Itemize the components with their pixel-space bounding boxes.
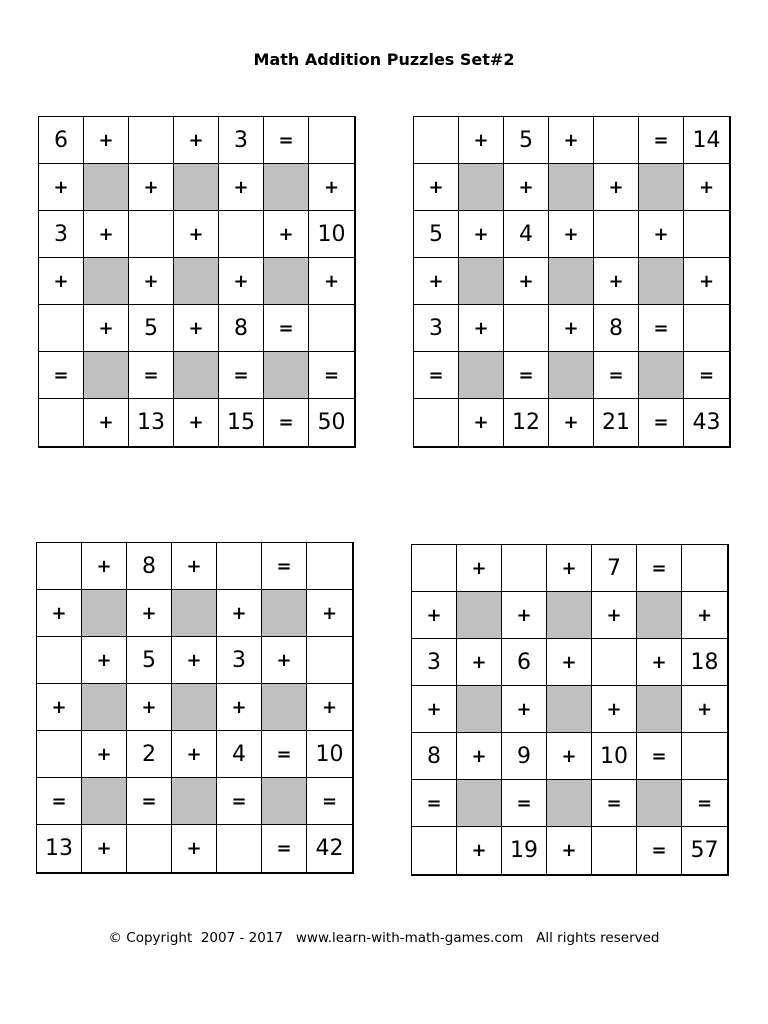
plus-sign: + [217, 684, 262, 731]
number-cell: 5 [129, 305, 174, 352]
equals-sign: = [129, 352, 174, 399]
equals-sign: = [682, 780, 727, 827]
plus-sign: + [459, 211, 504, 258]
blank-answer-cell[interactable] [592, 827, 637, 874]
shaded-cell [84, 258, 129, 305]
number-cell: 8 [412, 733, 457, 780]
plus-sign: + [84, 399, 129, 446]
equals-sign: = [37, 778, 82, 825]
blank-answer-cell[interactable] [414, 117, 459, 164]
plus-sign: + [39, 164, 84, 211]
plus-sign: + [547, 827, 592, 874]
shaded-cell [547, 780, 592, 827]
plus-sign: + [414, 164, 459, 211]
equals-sign: = [127, 778, 172, 825]
equals-sign: = [639, 399, 684, 446]
plus-sign: + [127, 590, 172, 637]
number-cell: 50 [309, 399, 354, 446]
number-cell: 2 [127, 731, 172, 778]
equals-sign: = [639, 117, 684, 164]
plus-sign: + [682, 686, 727, 733]
equals-sign: = [262, 731, 307, 778]
shaded-cell [549, 164, 594, 211]
shaded-cell [547, 686, 592, 733]
equals-sign: = [592, 780, 637, 827]
shaded-cell [637, 686, 682, 733]
blank-answer-cell[interactable] [307, 637, 352, 684]
shaded-cell [637, 780, 682, 827]
shaded-cell [459, 352, 504, 399]
plus-sign: + [174, 305, 219, 352]
blank-answer-cell[interactable] [219, 211, 264, 258]
shaded-cell [172, 590, 217, 637]
blank-answer-cell[interactable] [217, 825, 262, 872]
footer [0, 930, 768, 946]
shaded-cell [457, 686, 502, 733]
number-cell: 3 [412, 639, 457, 686]
shaded-cell [639, 352, 684, 399]
blank-answer-cell[interactable] [502, 545, 547, 592]
plus-sign: + [174, 211, 219, 258]
shaded-cell [264, 352, 309, 399]
plus-sign: + [412, 686, 457, 733]
blank-answer-cell[interactable] [37, 637, 82, 684]
plus-sign: + [547, 545, 592, 592]
blank-answer-cell[interactable] [504, 305, 549, 352]
copyright-text: © Copyright 2007 - 2017 [108, 930, 283, 946]
plus-sign: + [639, 211, 684, 258]
plus-sign: + [684, 258, 729, 305]
shaded-cell [637, 592, 682, 639]
blank-answer-cell[interactable] [307, 543, 352, 590]
plus-sign: + [547, 733, 592, 780]
plus-sign: + [172, 637, 217, 684]
plus-sign: + [82, 637, 127, 684]
number-cell: 12 [504, 399, 549, 446]
plus-sign: + [37, 684, 82, 731]
shaded-cell [174, 258, 219, 305]
plus-sign: + [592, 686, 637, 733]
blank-answer-cell[interactable] [309, 117, 354, 164]
equals-sign: = [262, 543, 307, 590]
blank-answer-cell[interactable] [594, 211, 639, 258]
number-cell: 3 [217, 637, 262, 684]
blank-answer-cell[interactable] [414, 399, 459, 446]
equals-sign: = [637, 545, 682, 592]
blank-answer-cell[interactable] [684, 305, 729, 352]
plus-sign: + [457, 639, 502, 686]
equals-sign: = [414, 352, 459, 399]
number-cell: 13 [37, 825, 82, 872]
website-link[interactable]: www.learn-with-math-games.com [295, 930, 524, 946]
plus-sign: + [594, 164, 639, 211]
shaded-cell [82, 684, 127, 731]
equals-sign: = [39, 352, 84, 399]
plus-sign: + [594, 258, 639, 305]
number-cell: 3 [39, 211, 84, 258]
plus-sign: + [84, 211, 129, 258]
puzzle-grid-4 [411, 544, 729, 876]
number-cell: 6 [39, 117, 84, 164]
plus-sign: + [219, 258, 264, 305]
number-cell: 10 [592, 733, 637, 780]
equals-sign: = [307, 778, 352, 825]
number-cell: 3 [219, 117, 264, 164]
number-cell: 10 [309, 211, 354, 258]
number-cell: 43 [684, 399, 729, 446]
shaded-cell [457, 592, 502, 639]
plus-sign: + [127, 684, 172, 731]
plus-sign: + [502, 686, 547, 733]
plus-sign: + [219, 164, 264, 211]
blank-answer-cell[interactable] [37, 543, 82, 590]
plus-sign: + [457, 827, 502, 874]
number-cell: 4 [504, 211, 549, 258]
plus-sign: + [307, 590, 352, 637]
plus-sign: + [592, 592, 637, 639]
shaded-cell [459, 164, 504, 211]
plus-sign: + [307, 684, 352, 731]
shaded-cell [549, 352, 594, 399]
number-cell: 3 [414, 305, 459, 352]
puzzle-grid-2 [413, 116, 731, 448]
equals-sign: = [594, 352, 639, 399]
blank-answer-cell[interactable] [412, 545, 457, 592]
plus-sign: + [457, 733, 502, 780]
plus-sign: + [82, 825, 127, 872]
rights-text: All rights reserved [536, 930, 660, 946]
plus-sign: + [129, 164, 174, 211]
shaded-cell [82, 778, 127, 825]
number-cell: 18 [682, 639, 727, 686]
number-cell: 42 [307, 825, 352, 872]
number-cell: 8 [594, 305, 639, 352]
plus-sign: + [82, 731, 127, 778]
shaded-cell [84, 352, 129, 399]
blank-answer-cell[interactable] [37, 731, 82, 778]
plus-sign: + [414, 258, 459, 305]
shaded-cell [82, 590, 127, 637]
blank-answer-cell[interactable] [594, 117, 639, 164]
number-cell: 7 [592, 545, 637, 592]
number-cell: 5 [127, 637, 172, 684]
plus-sign: + [172, 731, 217, 778]
blank-answer-cell[interactable] [682, 545, 727, 592]
page-title: Math Addition Puzzles Set#2 [253, 50, 515, 69]
plus-sign: + [502, 592, 547, 639]
plus-sign: + [459, 117, 504, 164]
number-cell: 5 [414, 211, 459, 258]
plus-sign: + [262, 637, 307, 684]
plus-sign: + [504, 258, 549, 305]
plus-sign: + [549, 399, 594, 446]
plus-sign: + [172, 543, 217, 590]
plus-sign: + [174, 117, 219, 164]
plus-sign: + [309, 258, 354, 305]
equals-sign: = [219, 352, 264, 399]
plus-sign: + [682, 592, 727, 639]
plus-sign: + [459, 305, 504, 352]
shaded-cell [459, 258, 504, 305]
plus-sign: + [504, 164, 549, 211]
plus-sign: + [172, 825, 217, 872]
equals-sign: = [264, 117, 309, 164]
plus-sign: + [549, 117, 594, 164]
equals-sign: = [217, 778, 262, 825]
shaded-cell [547, 592, 592, 639]
plus-sign: + [82, 543, 127, 590]
puzzle-grid-3 [36, 542, 354, 874]
number-cell: 21 [594, 399, 639, 446]
equals-sign: = [262, 825, 307, 872]
equals-sign: = [684, 352, 729, 399]
plus-sign: + [309, 164, 354, 211]
equals-sign: = [637, 733, 682, 780]
equals-sign: = [637, 827, 682, 874]
blank-answer-cell[interactable] [412, 827, 457, 874]
shaded-cell [457, 780, 502, 827]
number-cell: 5 [504, 117, 549, 164]
plus-sign: + [459, 399, 504, 446]
number-cell: 6 [502, 639, 547, 686]
shaded-cell [262, 778, 307, 825]
number-cell: 9 [502, 733, 547, 780]
plus-sign: + [217, 590, 262, 637]
shaded-cell [172, 778, 217, 825]
number-cell: 10 [307, 731, 352, 778]
blank-answer-cell[interactable] [129, 117, 174, 164]
number-cell: 15 [219, 399, 264, 446]
number-cell: 8 [219, 305, 264, 352]
blank-answer-cell[interactable] [39, 305, 84, 352]
plus-sign: + [264, 211, 309, 258]
shaded-cell [262, 684, 307, 731]
number-cell: 14 [684, 117, 729, 164]
blank-answer-cell[interactable] [682, 733, 727, 780]
plus-sign: + [412, 592, 457, 639]
plus-sign: + [637, 639, 682, 686]
number-cell: 4 [217, 731, 262, 778]
plus-sign: + [129, 258, 174, 305]
equals-sign: = [504, 352, 549, 399]
shaded-cell [174, 164, 219, 211]
plus-sign: + [457, 545, 502, 592]
blank-answer-cell[interactable] [684, 211, 729, 258]
equals-sign: = [264, 305, 309, 352]
plus-sign: + [84, 305, 129, 352]
blank-answer-cell[interactable] [592, 639, 637, 686]
shaded-cell [172, 684, 217, 731]
shaded-cell [174, 352, 219, 399]
equals-sign: = [502, 780, 547, 827]
number-cell: 19 [502, 827, 547, 874]
plus-sign: + [549, 305, 594, 352]
shaded-cell [549, 258, 594, 305]
plus-sign: + [174, 399, 219, 446]
equals-sign: = [309, 352, 354, 399]
plus-sign: + [37, 590, 82, 637]
puzzle-grid-1 [38, 116, 356, 448]
blank-answer-cell[interactable] [309, 305, 354, 352]
plus-sign: + [549, 211, 594, 258]
shaded-cell [264, 164, 309, 211]
plus-sign: + [84, 117, 129, 164]
number-cell: 13 [129, 399, 174, 446]
blank-answer-cell[interactable] [127, 825, 172, 872]
shaded-cell [262, 590, 307, 637]
blank-answer-cell[interactable] [217, 543, 262, 590]
plus-sign: + [547, 639, 592, 686]
blank-answer-cell[interactable] [39, 399, 84, 446]
number-cell: 57 [682, 827, 727, 874]
shaded-cell [639, 164, 684, 211]
shaded-cell [84, 164, 129, 211]
number-cell: 8 [127, 543, 172, 590]
plus-sign: + [684, 164, 729, 211]
equals-sign: = [639, 305, 684, 352]
shaded-cell [639, 258, 684, 305]
blank-answer-cell[interactable] [129, 211, 174, 258]
equals-sign: = [264, 399, 309, 446]
equals-sign: = [412, 780, 457, 827]
shaded-cell [264, 258, 309, 305]
plus-sign: + [39, 258, 84, 305]
